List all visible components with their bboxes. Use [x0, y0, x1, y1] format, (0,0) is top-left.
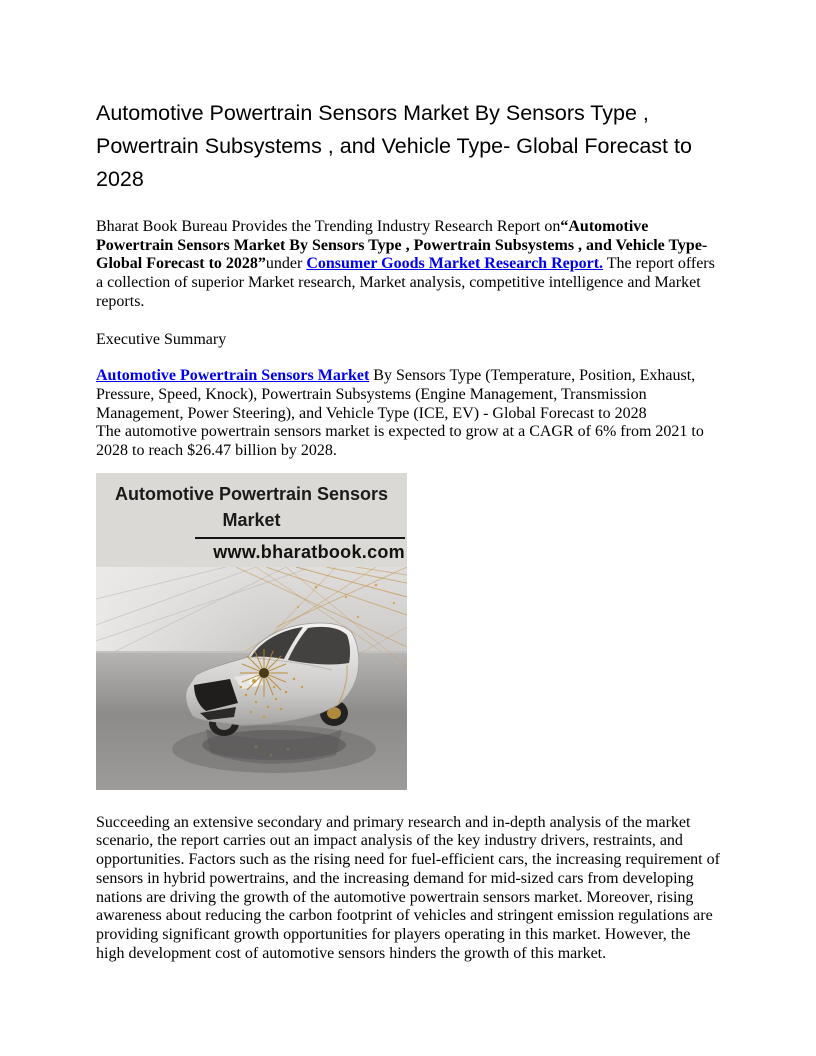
section-heading-executive-summary: Executive Summary: [96, 330, 227, 348]
text-run: “Automotive Powertrain Sensors Market By Sensors Type , Powertrain Subsystems , and Vehicle Type- Global Forecast to 2028”: [96, 218, 708, 273]
figure-banner-title: Automotive Powertrain Sensors Market: [114, 483, 389, 530]
text-run: The report offers a collection of superior Market research, Market analysis, competitive intelligence and Market reports.: [96, 255, 715, 310]
burst-core: [259, 668, 269, 678]
inline-link[interactable]: Consumer Goods Market Research Report.: [306, 255, 604, 273]
figure-banner: [96, 473, 407, 567]
closing-paragraph: Succeeding an extensive secondary and primary research and in-depth analysis of the market scenario, the report carries out an impact analysis of the key industry drivers, restraints, and opportunities. Factors such as the rising need for fuel-efficient cars, the increasing requirement of sensors in hybrid powertrains, and the increasing demand for mid-sized cars from developing nations are driving the growth of the automotive powertrain sensors market. Moreover, rising awareness about reducing the carbon footprint of vehicles and stringent emission regulations are providing significant growth opportunities for players operating in this market. However, the high development cost of automotive sensors hinders the growth of this market.: [96, 813, 720, 962]
car-illustration: [96, 567, 407, 790]
summary-paragraph: [96, 367, 720, 461]
inline-link[interactable]: Automotive Powertrain Sensors Market: [96, 367, 370, 385]
text-run: Bharat Book Bureau Provides the Trending Industry Research Report on: [96, 218, 561, 235]
text-run: By Sensors Type (Temperature, Position, Exhaust, Pressure, Speed, Knock), Powertrain Subsystems (Engine Management, Transmission Management, Power Steering), and Vehicle Type (ICE, EV) - Global Forecast to 2028: [96, 367, 696, 422]
market-report-figure: [96, 473, 407, 790]
text-run: under: [265, 255, 307, 273]
figure-divider-line: [195, 537, 405, 539]
document-title: Automotive Powertrain Sensors Market By Sensors Type , Powertrain Subsystems , and Vehicle Type- Global Forecast to 2028: [96, 101, 692, 191]
text-run: The automotive powertrain sensors market is expected to grow at a CAGR of 6% from 2021 to 2028 to reach $26.47 billion by 2028.: [96, 423, 704, 460]
car-photo: [96, 567, 407, 790]
figure-website-text: www.bharatbook.com: [213, 541, 405, 562]
car-reflection: [172, 725, 376, 773]
intro-paragraph: [96, 218, 720, 312]
